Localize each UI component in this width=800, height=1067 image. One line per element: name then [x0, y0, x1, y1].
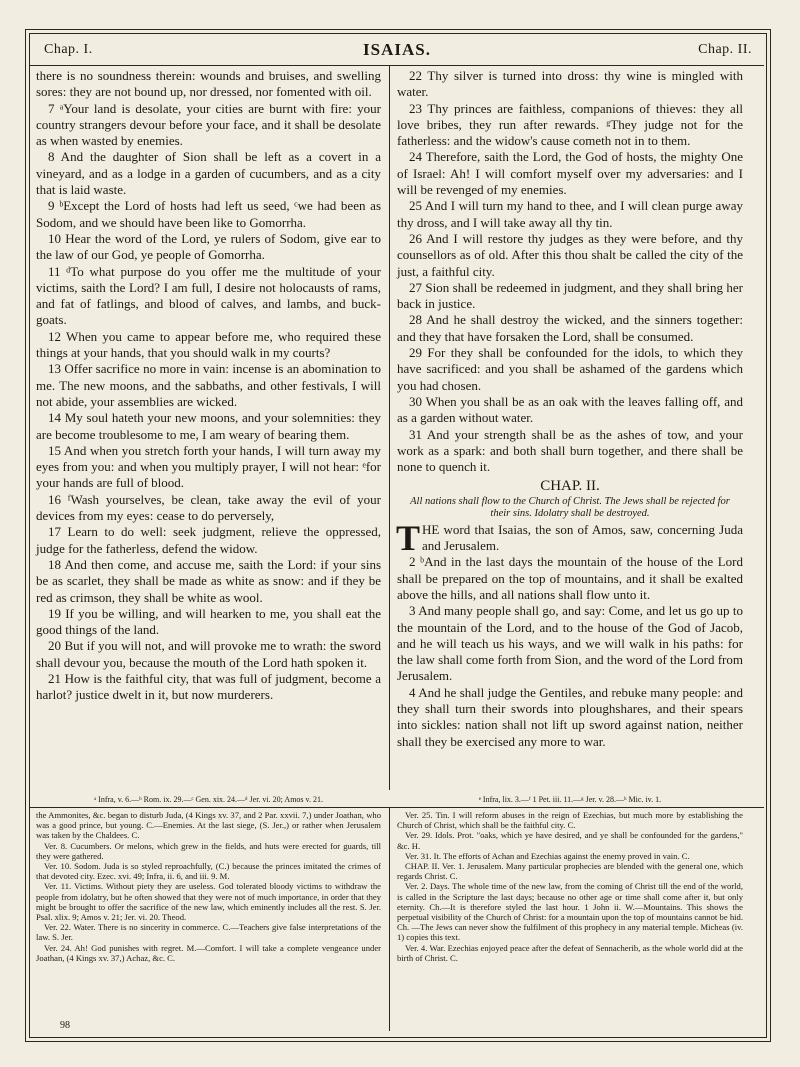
commentary-note: Ver. 10. Sodom. Juda is so styled reproachfully, (C.) because the princes imitated the crimes of that devoted city. Ezec. xvi. 49; Infra, ii. 6, and iii. 9. M.	[36, 861, 381, 882]
commentary-note: Ver. 31. It. The efforts of Achan and Ezechias against the enemy proved in vain. C.	[405, 850, 690, 861]
verse: 13 Offer sacrifice no more in vain: incense is an abomination to me. The new moons, and the sabbaths, and other festivals, I will not abide, your assemblies are wicked.	[36, 361, 381, 409]
verse: 3 And many people shall go, and say: Come, and let us go up to the mountain of the Lord, and to the house of the God of Jacob, and he will teach us his ways, and we will walk in his paths: for the law shall come forth from Sion, and the word of the Lord from Jerusalem.	[397, 603, 743, 684]
commentary-note: Ver. 4. War. Ezechias enjoyed peace after the defeat of Sennacherib, as the whole world did at the birth of Christ. C.	[397, 942, 743, 963]
page-number: 98	[60, 1020, 70, 1031]
verse: 19 If you be willing, and will hearken to me, you shall eat the good things of the land.	[36, 605, 381, 638]
verse: 24 Therefore, saith the Lord, the God of hosts, the mighty One of Israel: Ah! I will comfort myself over my adversaries: and I will be revenged of my enemies.	[397, 149, 743, 198]
header-rule	[30, 65, 764, 66]
verse: 11 ᵈTo what purpose do you offer me the multitude of your victims, saith the Lord? I am full, I desire not holocausts of rams, and fat of fatlings, and blood of calves, and lambs, and buck-goats.	[36, 263, 381, 328]
commentary-note: CHAP. II. Ver. 1. Jerusalem. Many particular prophecies are blended with the general one, which regards Christ. C.	[397, 861, 743, 882]
commentary-left	[36, 810, 381, 963]
notes-rule	[30, 807, 764, 808]
commentary-note: Ver. 22. Water. There is no sincerity in commerce. C.—Teachers give false interpretations of the law. S. Jer.	[36, 922, 381, 943]
verse: 23 Thy princes are faithless, companions of thieves: they all love bribes, they run after rewards. ᵍThey judge not for the fatherless: and the widow's cause cometh not in to them.	[397, 100, 743, 149]
header-right: Chap. II.	[698, 42, 752, 57]
verse: 22 Thy silver is turned into dross: thy wine is mingled with water.	[397, 68, 743, 100]
right-text-column	[397, 68, 743, 750]
notes-right-list	[397, 810, 743, 963]
verse: 7 ᵃYour land is desolate, your cities are burnt with fire: your country strangers devour before your face, and it shall be desolate as when wasted by enemies.	[36, 100, 381, 149]
notes-divider	[389, 807, 390, 1031]
notes-left-list	[36, 810, 381, 963]
commentary-note: Ver. 24. Ah! God punishes with regret. M.—Comfort. I will take a complete vengeance under Joathan, (4 Kings xv. 37,) Achaz, &c. C.	[36, 942, 381, 963]
drop-cap: T	[396, 517, 421, 558]
verse: 9 ᵇExcept the Lord of hosts had left us seed, ᶜwe had been as Sodom, and we should have been like to Gomorrha.	[36, 198, 381, 230]
column-divider	[389, 65, 390, 790]
verse: 15 And when you stretch forth your hands, I will turn away my eyes from you: and when you multiply prayer, I will not hear: ᵉfor your hands are full of blood.	[36, 442, 381, 491]
commentary-note: the Ammonites, &c. began to disturb Juda, (4 Kings xv. 37, and 2 Par. xxvii. 7,) under Joathan, who was a good prince, but young. C.—Enemies. At the last siege, (S. Jer.,) or rather when Jerusalem was taken by the Chaldees. C.	[36, 810, 381, 841]
chapter-heading: CHAP. II.	[540, 478, 600, 495]
right-verses-chapter-2	[397, 554, 743, 750]
commentary-note: Ver. 2. Days. The whole time of the new law, from the coming of Christ till the end of the world, is called in the Scripture the last days; because no other age or time shall come after it, but only eternity. Ch.—It is therefore styled the last hour. 1 John ii. W.—Mountains. This shows the perpetual visibility of the Church of Christ: for a mountain upon the top of mountains cannot be hid. Ch. —The Jews can never show the fulfilment of this prophecy in any material temple. Micheas (iv. 1) copies this text.	[397, 881, 743, 943]
verse: 25 And I will turn my hand to thee, and I will clean purge away thy dross, and I will take away all thy tin.	[397, 198, 743, 230]
verse: 31 And your strength shall be as the ashes of tow, and your work as a spark: and both shall burn together, and there shall be none to quench it.	[397, 426, 743, 475]
verse: 18 And then come, and accuse me, saith the Lord: if your sins be as scarlet, they shall be made as white as snow: and if they be red as crimson, they shall be white as wool.	[36, 556, 381, 605]
commentary-note: Ver. 11. Victims. Without piety they are useless. God tolerated bloody victims to withdraw the people from idolatry, but he often showed that they were not of much importance, in order that they might be brought to offer the sacrifice of the new law, which eminently includes all the rest. S. Jer. Psal. xlix. 9; Amos v. 21; Jer. vi. 20. Theod.	[36, 881, 381, 923]
commentary-note: Ver. 25. Tin. I will reform abuses in the reign of Ezechias, but much more by establishing the Church of Christ, which shall be the faithful city. C.	[397, 810, 743, 831]
verse: 12 When you came to appear before me, who required these things at your hands, that you should walk in my courts?	[36, 328, 381, 361]
verse: 14 My soul hateth your new moons, and your solemnities: they are become troublesome to me, I am weary of bearing them.	[36, 410, 381, 442]
verse: 2 ᵇAnd in the last days the mountain of the house of the Lord shall be prepared on the top of mountains, and it shall be exalted above the hills, and all nations shall flow unto it.	[397, 554, 743, 602]
header-left: Chap. I.	[44, 42, 93, 57]
verse: 8 And the daughter of Sion shall be left as a covert in a vineyard, and as a lodge in a garden of cucumbers, and as a city that is laid waste.	[36, 149, 381, 198]
verse: 20 But if you will not, and will provoke me to wrath: the sword shall devour you, because the mouth of the Lord hath spoken it.	[36, 638, 381, 670]
left-verses	[36, 68, 381, 704]
commentary-note: Ver. 8. Cucumbers. Or melons, which grew in the fields, and huts were erected for guards, till they were gathered.	[36, 840, 381, 861]
verse: 10 Hear the word of the Lord, ye rulers of Sodom, give ear to the law of our God, ye people of Gomorrha.	[36, 230, 381, 263]
verse: 27 Sion shall be redeemed in judgment, and they shall bring her back in justice.	[397, 279, 743, 312]
header-title: ISAIAS.	[363, 40, 431, 59]
verse: 30 When you shall be as an oak with the leaves falling off, and as a garden without water.	[397, 393, 743, 426]
verse: 26 And I will restore thy judges as they were before, and thy counsellors as of old. After this thou shalt be called the city of the just, a faithful city.	[397, 230, 743, 279]
verse: there is no soundness therein: wounds and bruises, and swelling sores: they are not bound up, nor dressed, nor fomented with oil.	[36, 68, 381, 100]
running-header	[32, 40, 762, 64]
commentary-note: Ver. 29. Idols. Prot. "oaks, which ye have desired, and ye shall be confounded for the gardens," &c. H.	[397, 830, 743, 851]
chapter-summary: All nations shall flow to the Church of Christ. The Jews shall be rejected for their sins. Idolatry shall be destroyed.	[410, 495, 730, 519]
verse: 29 For they shall be confounded for the idols, to which they have sacrificed: and you shall be ashamed of the gardens which you had chosen.	[397, 345, 743, 393]
verse: 17 Learn to do well: seek judgment, relieve the oppressed, judge for the fatherless, defend the widow.	[36, 524, 381, 556]
commentary-right	[397, 810, 743, 963]
verse: 21 How is the faithful city, that was full of judgment, become a harlot? justice dwelt in it, but now murderers.	[36, 670, 381, 703]
verse: 4 And he shall judge the Gentiles, and rebuke many people: and they shall turn their swords into ploughshares, and their spears into sickles: nation shall not lift up sword against nation, neither shall they be exercised any more to war.	[397, 684, 743, 749]
verse: 16 ᶠWash yourselves, be clean, take away the evil of your devices from my eyes: cease to do perversely,	[36, 491, 381, 524]
right-verses-chapter-1	[397, 68, 743, 475]
cross-references-right: ᵉ Infra, lix. 3.—ᶠ 1 Pet. iii. 11.—ᵍ Jer. v. 28.—ʰ Mic. iv. 1.	[478, 795, 662, 804]
cross-references-left: ᵃ Infra, v. 6.—ᵇ Rom. ix. 29.—ᶜ Gen. xix. 24.—ᵈ Jer. vi. 20; Amos v. 21.	[93, 795, 324, 804]
chapter-2-verse-1	[396, 517, 743, 558]
left-text-column	[36, 68, 381, 704]
verse-1-text: HE word that Isaias, the son of Amos, saw, concerning Juda and Jerusalem.	[422, 521, 743, 554]
verse: 28 And he shall destroy the wicked, and the sinners together: and they that have forsaken the Lord, shall be consumed.	[397, 312, 743, 344]
